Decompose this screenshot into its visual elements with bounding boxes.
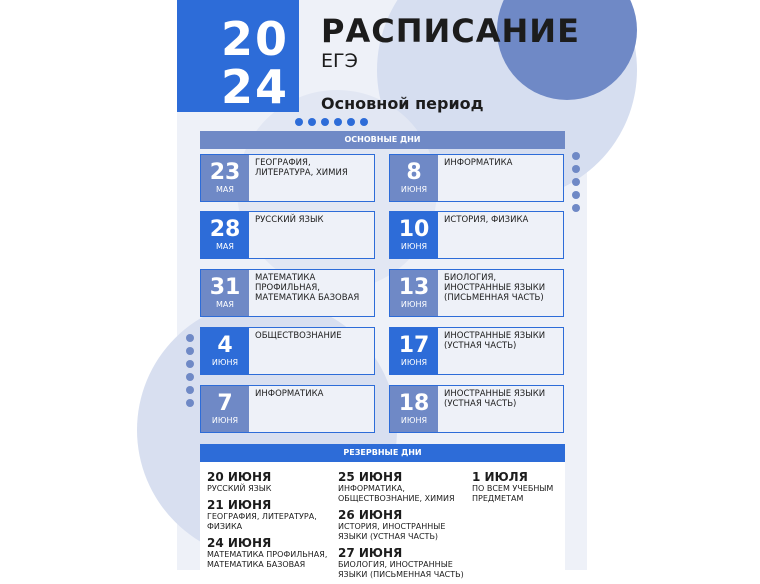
- decor-dots: [186, 334, 194, 407]
- page-title: РАСПИСАНИЕ: [321, 12, 580, 50]
- exam-date: [390, 270, 438, 316]
- exam-day-card: [200, 327, 375, 375]
- exam-day-number: 18: [398, 391, 430, 416]
- reserve-subject: ИНФОРМАТИКА, ОБЩЕСТВОЗНАНИЕ, ХИМИЯ: [338, 484, 455, 503]
- reserve-column: [338, 470, 468, 584]
- exam-day-number: 13: [398, 275, 430, 300]
- exam-day-card: [389, 327, 564, 375]
- reserve-subject: БИОЛОГИЯ, ИНОСТРАННЫЕ ЯЗЫКИ (ПИСЬМЕННАЯ ЧАСТЬ): [338, 560, 464, 579]
- exam-day-card: [200, 385, 375, 433]
- exam-subject: МАТЕМАТИКА ПРОФИЛЬНАЯ, МАТЕМАТИКА БАЗОВАЯ: [255, 273, 360, 303]
- exam-date: [390, 386, 438, 432]
- exam-day-number: 28: [209, 217, 241, 242]
- exam-subject: ОБЩЕСТВОЗНАНИЕ: [255, 331, 342, 341]
- reserve-subject: ПО ВСЕМ УЧЕБНЫМ ПРЕДМЕТАМ: [472, 484, 554, 503]
- reserve-subject: РУССКИЙ ЯЗЫК: [207, 484, 272, 493]
- reserve-subject: ИСТОРИЯ, ИНОСТРАННЫЕ ЯЗЫКИ (УСТНАЯ ЧАСТЬ): [338, 522, 446, 541]
- exam-month: ИЮНЯ: [211, 358, 239, 367]
- reserve-date: 20 ИЮНЯ: [207, 470, 272, 484]
- exam-month: ИЮНЯ: [400, 185, 428, 194]
- reserve-date: 21 ИЮНЯ: [207, 498, 272, 512]
- exam-date: [390, 212, 438, 258]
- exam-day-number: 31: [209, 275, 241, 300]
- exam-subject: ИНФОРМАТИКА: [444, 158, 513, 168]
- exam-day-card: [200, 154, 375, 202]
- exam-day-card: [200, 211, 375, 259]
- reserve-days-section: [200, 462, 565, 579]
- reserve-days-banner: РЕЗЕРВНЫЕ ДНИ: [200, 444, 565, 462]
- exam-subject: РУССКИЙ ЯЗЫК: [255, 215, 324, 225]
- year-bottom: 24: [221, 60, 290, 114]
- exam-date: [201, 328, 249, 374]
- exam-day-number: 17: [398, 333, 430, 358]
- exam-date: [390, 155, 438, 201]
- exam-month: ИЮНЯ: [400, 300, 428, 309]
- exam-day-number: 10: [398, 217, 430, 242]
- reserve-subject: МАТЕМАТИКА ПРОФИЛЬНАЯ, МАТЕМАТИКА БАЗОВАЯ: [207, 550, 328, 569]
- reserve-column: [207, 470, 337, 574]
- exam-subject: ИСТОРИЯ, ФИЗИКА: [444, 215, 529, 225]
- exam-subject: ИНФОРМАТИКА: [255, 389, 324, 399]
- exam-day-card: [389, 211, 564, 259]
- exam-month: ИЮНЯ: [211, 416, 239, 425]
- exam-date: [201, 155, 249, 201]
- exam-day-card: [389, 154, 564, 202]
- exam-day-number: 4: [217, 333, 233, 358]
- page-subtitle: ЕГЭ: [321, 50, 358, 72]
- exam-subject: БИОЛОГИЯ, ИНОСТРАННЫЕ ЯЗЫКИ (ПИСЬМЕННАЯ ЧАСТЬ): [444, 273, 546, 303]
- decor-dots: [295, 118, 368, 126]
- exam-day-number: 8: [406, 160, 422, 185]
- exam-month: МАЯ: [216, 242, 234, 251]
- exam-date: [201, 212, 249, 258]
- exam-day-card: [200, 269, 375, 317]
- exam-day-card: [389, 385, 564, 433]
- main-days-banner: ОСНОВНЫЕ ДНИ: [200, 131, 565, 149]
- exam-month: ИЮНЯ: [400, 358, 428, 367]
- exam-subject: ИНОСТРАННЫЕ ЯЗЫКИ (УСТНАЯ ЧАСТЬ): [444, 331, 546, 351]
- schedule-poster: [177, 0, 587, 579]
- reserve-subject: ГЕОГРАФИЯ, ЛИТЕРАТУРА, ФИЗИКА: [207, 512, 317, 531]
- reserve-date: 24 ИЮНЯ: [207, 536, 272, 550]
- reserve-date: 26 ИЮНЯ: [338, 508, 403, 522]
- reserve-date: 27 ИЮНЯ: [338, 546, 403, 560]
- exam-day-card: [389, 269, 564, 317]
- exam-month: ИЮНЯ: [400, 416, 428, 425]
- exam-date: [390, 328, 438, 374]
- period-heading: Основной период: [321, 94, 484, 113]
- exam-subject: ГЕОГРАФИЯ, ЛИТЕРАТУРА, ХИМИЯ: [255, 158, 348, 178]
- reserve-date: 1 ИЮЛЯ: [472, 470, 528, 484]
- exam-month: МАЯ: [216, 185, 234, 194]
- exam-date: [201, 270, 249, 316]
- exam-day-number: 7: [217, 391, 233, 416]
- reserve-date: 25 ИЮНЯ: [338, 470, 403, 484]
- year-top: 20: [221, 12, 290, 66]
- exam-subject: ИНОСТРАННЫЕ ЯЗЫКИ (УСТНАЯ ЧАСТЬ): [444, 389, 546, 409]
- exam-date: [201, 386, 249, 432]
- exam-month: ИЮНЯ: [400, 242, 428, 251]
- decor-dots: [572, 152, 580, 212]
- exam-day-number: 23: [209, 160, 241, 185]
- reserve-column: [472, 470, 567, 508]
- exam-month: МАЯ: [216, 300, 234, 309]
